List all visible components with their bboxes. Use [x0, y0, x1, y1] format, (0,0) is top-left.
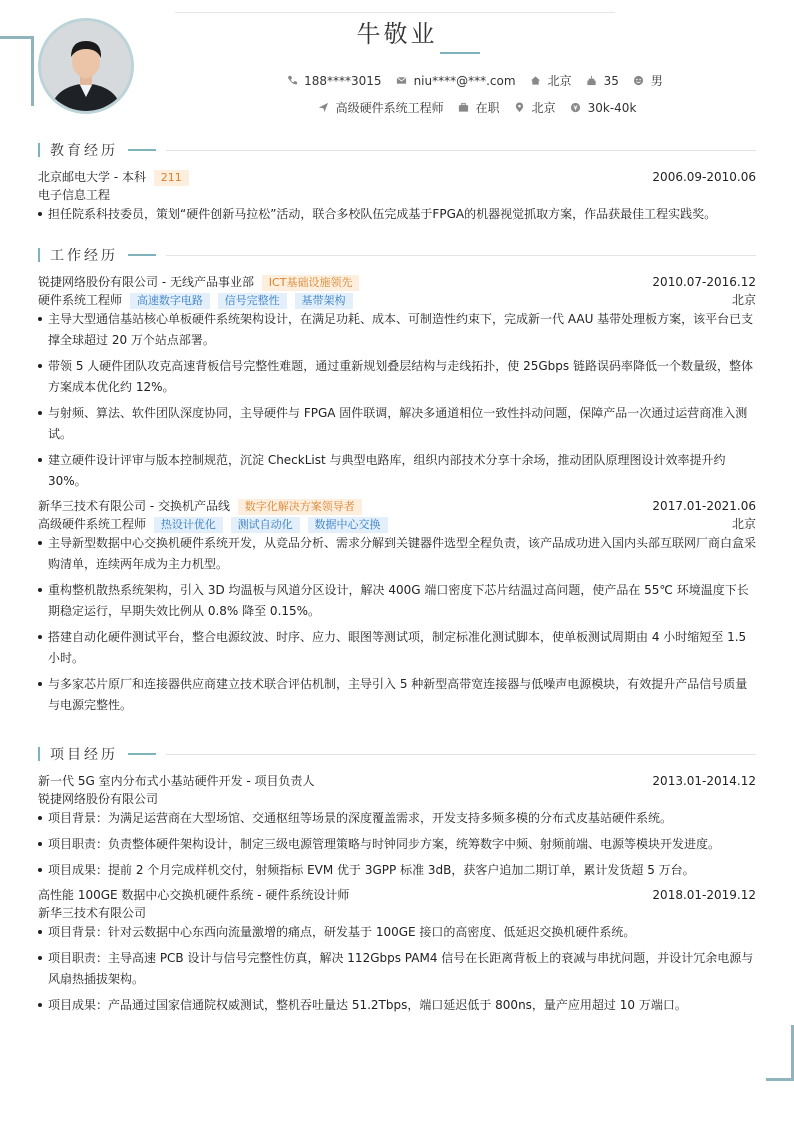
- job-entry: [38, 497, 756, 716]
- section-accent: [128, 753, 156, 755]
- city-text: 北京: [547, 74, 572, 88]
- status-text: 在职: [475, 101, 500, 115]
- project-period: 2018.01-2019.12: [652, 888, 756, 902]
- project-name: 高性能 100GE 数据中心交换机硬件系统 - 硬件系统设计师: [38, 888, 350, 902]
- list-item: 项目职责：负责整体硬件架构设计，制定三级电源管理策略与时钟同步方案，统筹数字中频、射频前端、电源等模块开发进度。: [38, 834, 756, 855]
- project-heading: [38, 886, 756, 904]
- name-underline: [440, 52, 480, 54]
- project-entry: [38, 886, 756, 1016]
- position-text: 高级硬件系统工程师: [335, 101, 444, 115]
- email-text: niu****@***.com: [413, 73, 516, 88]
- gender-text: 男: [650, 74, 663, 88]
- position-item: [318, 99, 444, 116]
- section-title: 工作经历: [50, 248, 118, 264]
- project-name: 新一代 5G 室内分布式小基站硬件开发 - 项目负责人: [38, 774, 315, 788]
- school-tag: 211: [154, 170, 189, 186]
- candidate-name: 牛敬业: [356, 20, 438, 48]
- section-rule: [166, 150, 756, 151]
- section-rule: [166, 255, 756, 256]
- age-item: [586, 72, 619, 89]
- list-item: 项目成果：产品通过国家信通院权威测试，整机吞吐量达 51.2Tbps，端口延迟低于 800ns，量产应用超过 10 万端口。: [38, 995, 756, 1016]
- gender-icon: [633, 75, 645, 87]
- target-city-text: 北京: [531, 101, 556, 115]
- job-bullets: [38, 533, 756, 716]
- job-entry: [38, 273, 756, 492]
- job-role-line: [38, 515, 756, 533]
- skill-tag: 热设计优化: [154, 517, 223, 533]
- list-item: 项目背景：为满足运营商在大型场馆、交通枢纽等场景的深度覆盖需求，开发支持多频多模的分布式皮基站硬件系统。: [38, 808, 756, 829]
- salary-text: 30k-40k: [587, 100, 637, 115]
- list-item: 项目成果：提前 2 个月完成样机交付，射频指标 EVM 优于 3GPP 标准 3dB，获客户追加二期订单，累计发货超 5 万台。: [38, 860, 756, 881]
- job-role: 高级硬件系统工程师: [38, 517, 147, 531]
- project-company: 锐捷网络股份有限公司: [38, 792, 159, 806]
- status-item: [458, 99, 500, 116]
- age-text: 35: [603, 73, 619, 88]
- job-period: 2017.01-2021.06: [652, 499, 756, 513]
- section-title: 教育经历: [50, 143, 118, 159]
- school-name: 北京邮电大学 - 本科: [38, 170, 146, 184]
- company-name: 新华三技术有限公司 - 交换机产品线: [38, 499, 230, 513]
- skill-tag: 测试自动化: [231, 517, 300, 533]
- project-period: 2013.01-2014.12: [652, 774, 756, 788]
- skill-tag: 高速数字电路: [130, 293, 210, 309]
- projects-section: [38, 745, 756, 1021]
- company-name: 锐捷网络股份有限公司 - 无线产品事业部: [38, 275, 254, 289]
- list-item: 主导新型数据中心交换机硬件系统开发，从竞品分析、需求分解到关键器件选型全程负责，该产品成功进入国内头部互联网厂商白盒采购清单，连续两年成为主力机型。: [38, 533, 756, 575]
- section-bar: [38, 143, 40, 157]
- education-heading: [38, 168, 756, 186]
- work-section: [38, 246, 756, 721]
- education-period: 2006.09-2010.06: [652, 170, 756, 184]
- job-heading: [38, 497, 756, 515]
- list-item: 建立硬件设计评审与版本控制规范，沉淀 CheckList 与典型电路库，组织内部技术分享十余场，推动团队原理图设计效率提升约 30%。: [38, 450, 756, 492]
- email-item: [396, 72, 516, 89]
- phone-item: [286, 72, 381, 89]
- skill-tag: 基带架构: [295, 293, 353, 309]
- list-item: 担任院系科技委员，策划“硬件创新马拉松”活动，联合多校队伍完成基于FPGA的机器视觉抓取方案，作品获最佳工程实践奖。: [38, 204, 756, 225]
- section-header: [38, 246, 756, 264]
- skill-tag: 信号完整性: [218, 293, 287, 309]
- top-divider: [175, 12, 615, 13]
- section-bar: [38, 747, 40, 761]
- section-rule: [166, 754, 756, 755]
- list-item: 项目背景：针对云数据中心东西向流量激增的痛点，研发基于 100GE 接口的高密度、低延迟交换机硬件系统。: [38, 922, 756, 943]
- project-company: 新华三技术有限公司: [38, 906, 147, 920]
- birthday-icon: [586, 75, 598, 87]
- send-icon: [318, 102, 330, 114]
- section-header: [38, 141, 756, 159]
- job-bullets: [38, 309, 756, 492]
- section-accent: [128, 149, 156, 151]
- list-item: 与射频、算法、软件团队深度协同，主导硬件与 FPGA 固件联调，解决多通道相位一致性抖动问题，保障产品一次通过运营商准入测试。: [38, 403, 756, 445]
- section-accent: [128, 254, 156, 256]
- major: 电子信息工程: [38, 188, 111, 202]
- skill-tag: 数据中心交换: [308, 517, 388, 533]
- home-icon: [530, 75, 542, 87]
- target-city-item: [514, 99, 556, 116]
- list-item: 搭建自动化硬件测试平台，整合电源纹波、时序、应力、眼图等测试项，制定标准化测试脚本，使单板测试周期由 4 小时缩短至 1.5 小时。: [38, 627, 756, 669]
- project-bullets: [38, 922, 756, 1016]
- location-icon: [514, 102, 526, 114]
- mail-icon: [396, 75, 408, 87]
- corner-decoration-bottom-right: [766, 1025, 794, 1081]
- job-role-line: [38, 291, 756, 309]
- list-item: 重构整机散热系统架构，引入 3D 均温板与风道分区设计，解决 400G 端口密度下芯片结温过高问题，使产品在 55℃ 环境温度下长期稳定运行，早期失效比例从 0.8% 降至 0.15%。: [38, 580, 756, 622]
- phone-icon: [286, 75, 298, 87]
- section-title: 项目经历: [50, 747, 118, 763]
- company-tag: 数字化解决方案领导者: [238, 499, 362, 515]
- job-role: 硬件系统工程师: [38, 293, 123, 307]
- job-location: 北京: [731, 517, 756, 531]
- job-period: 2010.07-2016.12: [652, 275, 756, 289]
- job-intent-row: [0, 99, 794, 116]
- city-item: [530, 72, 572, 89]
- project-entry: [38, 772, 756, 881]
- job-heading: [38, 273, 756, 291]
- money-icon: [570, 102, 582, 114]
- project-heading: [38, 772, 756, 790]
- list-item: 项目职责：主导高速 PCB 设计与信号完整性仿真，解决 112Gbps PAM4 信号在长距离背板上的衰减与串扰问题，并设计冗余电源与风扇热插拔架构。: [38, 948, 756, 990]
- list-item: 主导大型通信基站核心单板硬件系统架构设计，在满足功耗、成本、可制造性约束下，完成新一代 AAU 基带处理板方案，该平台已支撑全球超过 20 万个站点部署。: [38, 309, 756, 351]
- gender-item: [633, 72, 663, 89]
- education-section: [38, 141, 756, 230]
- education-bullets: [38, 204, 756, 225]
- project-bullets: [38, 808, 756, 881]
- job-location: 北京: [731, 293, 756, 307]
- company-tag: ICT基础设施领先: [262, 275, 360, 291]
- salary-item: [570, 99, 637, 116]
- briefcase-icon: [458, 102, 470, 114]
- phone-text: 188****3015: [304, 73, 382, 88]
- list-item: 与多家芯片原厂和连接器供应商建立技术联合评估机制，主导引入 5 种新型高带宽连接器与低噪声电源模块，有效提升产品信号质量与电源完整性。: [38, 674, 756, 716]
- section-header: [38, 745, 756, 763]
- section-bar: [38, 248, 40, 262]
- contact-row: [0, 72, 794, 89]
- list-item: 带领 5 人硬件团队攻克高速背板信号完整性难题，通过重新规划叠层结构与走线拓扑，使 25Gbps 链路误码率降低一个数量级，整体方案成本优化约 12%。: [38, 356, 756, 398]
